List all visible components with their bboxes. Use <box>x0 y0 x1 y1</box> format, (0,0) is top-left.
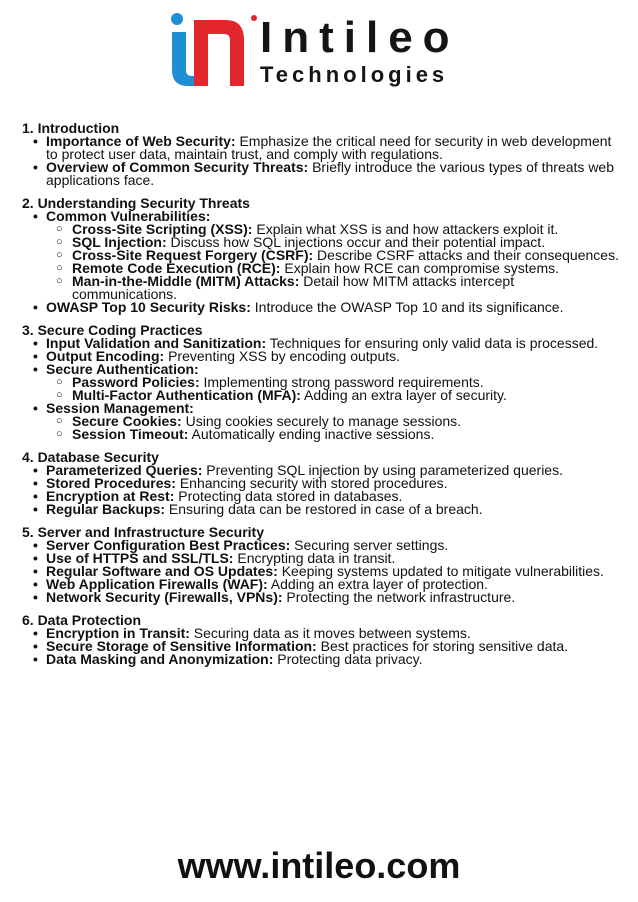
sub-item-term: Remote Code Execution (RCE): <box>72 260 281 276</box>
item-term: Encryption at Rest: <box>46 488 175 504</box>
item-term: Parameterized Queries: <box>46 462 203 478</box>
item-term: Network Security (Firewalls, VPNs): <box>46 589 283 605</box>
item-term: Web Application Firewalls (WAF): <box>46 576 268 592</box>
item-description: Preventing XSS by encoding outputs. <box>164 348 401 364</box>
list-item <box>22 363 622 402</box>
brand-tagline: Technologies <box>260 62 449 87</box>
item-term: Secure Authentication: <box>46 361 199 377</box>
intileo-logo-icon <box>168 10 258 88</box>
section-2 <box>22 197 622 314</box>
sub-item-description: Explain how RCE can compromise systems. <box>280 260 560 276</box>
item-description: Preventing SQL injection by using parameterized queries. <box>202 462 563 478</box>
sub-item-term: SQL Injection: <box>72 234 167 250</box>
item-description: Introduce the OWASP Top 10 and its significance. <box>250 299 564 315</box>
sub-item-description: Implementing strong password requirements. <box>199 374 484 390</box>
item-term: Output Encoding: <box>46 348 165 364</box>
sub-item-term: Password Policies: <box>72 374 200 390</box>
sub-list-item <box>46 428 622 441</box>
item-term: Regular Backups: <box>46 501 166 517</box>
sub-item-description: Detail how MITM attacks intercept communications. <box>72 273 515 302</box>
section-4 <box>22 451 622 516</box>
bullet-list <box>22 135 622 187</box>
list-item <box>22 161 622 187</box>
item-term: Regular Software and OS Updates: <box>46 563 278 579</box>
document-body <box>22 122 622 676</box>
bullet-list <box>22 627 622 666</box>
sub-item-term: Secure Cookies: <box>72 413 182 429</box>
website-url: www.intileo.com <box>177 845 461 886</box>
item-description: Securing data as it moves between systems. <box>189 625 471 641</box>
item-description: Enhancing security with stored procedures. <box>175 475 448 491</box>
item-term: Server Configuration Best Practices: <box>46 537 291 553</box>
item-description: Keeping systems updated to mitigate vulnerabilities. <box>277 563 604 579</box>
sub-item-term: Session Timeout: <box>72 426 189 442</box>
item-term: Data Masking and Anonymization: <box>46 651 274 667</box>
item-term: Importance of Web Security: <box>46 133 236 149</box>
section-title: 5. Server and Infrastructure Security <box>22 524 264 540</box>
section-5 <box>22 526 622 604</box>
section-title: 4. Database Security <box>22 449 159 465</box>
item-term: Input Validation and Sanitization: <box>46 335 267 351</box>
section-title: 3. Secure Coding Practices <box>22 322 203 338</box>
list-item <box>22 503 622 516</box>
item-description: Ensuring data can be restored in case of a breach. <box>165 501 483 517</box>
sub-bullet-list <box>46 223 622 301</box>
item-description: Adding an extra layer of protection. <box>267 576 488 592</box>
sub-item-term: Multi-Factor Authentication (MFA): <box>72 387 301 403</box>
sub-item-description: Automatically ending inactive sessions. <box>188 426 435 442</box>
page-header <box>168 10 488 90</box>
list-item <box>22 135 622 161</box>
bullet-list <box>22 337 622 441</box>
item-description: Techniques for ensuring only valid data is processed. <box>266 335 599 351</box>
item-term: Overview of Common Security Threats: <box>46 159 309 175</box>
section-title: 6. Data Protection <box>22 612 142 628</box>
section-1 <box>22 122 622 187</box>
item-term: Session Management: <box>46 400 194 416</box>
sub-item-description: Discuss how SQL injections occur and their potential impact. <box>166 234 546 250</box>
bullet-list <box>22 464 622 516</box>
list-item <box>22 402 622 441</box>
item-description: Emphasize the critical need for security in web development to protect user data, maintain trust, and comply with regulations. <box>46 133 612 162</box>
sub-item-term: Man-in-the-Middle (MITM) Attacks: <box>72 273 300 289</box>
section-title: 1. Introduction <box>22 120 120 136</box>
item-description: Protecting data stored in databases. <box>174 488 403 504</box>
item-description: Briefly introduce the various types of threats web applications face. <box>46 159 615 188</box>
sub-item-description: Describe CSRF attacks and their consequences. <box>313 247 619 263</box>
item-description: Securing server settings. <box>290 537 449 553</box>
bullet-list <box>22 539 622 604</box>
section-title: 2. Understanding Security Threats <box>22 195 250 211</box>
item-term: Stored Procedures: <box>46 475 176 491</box>
sub-item-description: Adding an extra layer of security. <box>300 387 507 403</box>
list-item <box>22 591 622 604</box>
item-description: Encrypting data in transit. <box>233 550 396 566</box>
section-6 <box>22 614 622 666</box>
list-item <box>22 653 622 666</box>
sub-item-term: Cross-Site Scripting (XSS): <box>72 221 253 237</box>
item-description: Protecting the network infrastructure. <box>282 589 516 605</box>
sub-item-term: Cross-Site Request Forgery (CSRF): <box>72 247 314 263</box>
item-term: Common Vulnerabilities: <box>46 208 211 224</box>
sub-bullet-list <box>46 415 622 441</box>
item-term: OWASP Top 10 Security Risks: <box>46 299 251 315</box>
item-term: Secure Storage of Sensitive Information: <box>46 638 317 654</box>
brand-name: Intileo <box>260 13 460 62</box>
list-item <box>22 301 622 314</box>
list-item <box>22 210 622 301</box>
section-3 <box>22 324 622 441</box>
sub-item-description: Explain what XSS is and how attackers exploit it. <box>252 221 559 237</box>
item-description: Best practices for storing sensitive data. <box>316 638 569 654</box>
bullet-list <box>22 210 622 314</box>
sub-list-item <box>46 275 622 301</box>
item-description: Protecting data privacy. <box>273 651 423 667</box>
item-term: Encryption in Transit: <box>46 625 190 641</box>
sub-bullet-list <box>46 376 622 402</box>
item-term: Use of HTTPS and SSL/TLS: <box>46 550 234 566</box>
sub-item-description: Using cookies securely to manage sessions. <box>181 413 462 429</box>
